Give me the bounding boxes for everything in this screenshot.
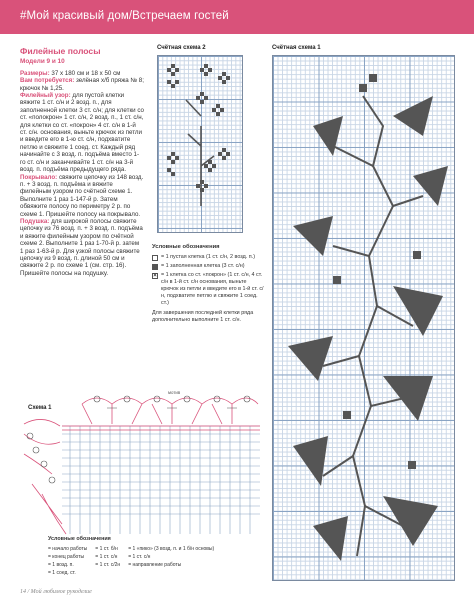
legend2-item: = 1 ст. б/н [95,546,118,552]
legend1-item-popcorn [152,272,264,307]
legend1-note: Для завершения последней клетки ряда дополнительно выполните 1 ст. с/н. [152,310,254,323]
cover-label: Покрывало: [20,173,58,181]
chart2-motif [158,56,244,234]
legend2-item: = 1 «пико» (3 возд. п. и 1 б/н основы) [128,546,215,552]
legend1-title: Условные обозначения [152,244,220,250]
scheme1-diagram [22,394,260,540]
legend2-col1 [48,545,87,577]
legend2-item: = 1 ст. с/2н [95,562,121,568]
legend2-item: = конец работы [48,554,85,560]
sizes-paragraph [20,70,144,77]
pillow-label: Подушка: [20,217,50,225]
page-footer: 14 / Мой любимое рукоделие [20,589,92,595]
legend1-item-text: = 1 пустая клетка (1 ст. с/н, 2 возд. п.) [161,254,255,260]
materials-label: Вам потребуется: [20,77,75,85]
article-title: Филейные полосы [20,46,101,56]
legend1 [152,244,264,324]
legend1-item-text: = 1 клетка со ст. «покрон» (1 ст. с/н, 4 ст. с/н в 1-й ст. с/н основания, выньте крючок из петли и введите его в 1-й ст. с/н, подхватите петлю и свяжите 1 соед. ст.) [161,272,264,306]
empty-cell-icon [152,255,158,261]
filled-cell-icon [152,264,158,270]
sizes-label: Размеры: [20,69,50,77]
legend2-col3 [128,545,214,577]
chart1-grid [272,55,455,581]
cover-paragraph [20,174,144,218]
legend2-item: = 1 ст. с/н [95,554,118,560]
legend1-item-filled [152,263,264,270]
pillow-text: для широкой полосы свяжите цепочку из 76 возд. п. + 3 возд. п. подъёма и вяжите филейным узором по счётной схеме 2. Выполните 1 раз 1-70-й р. затем 1 раз 1-63-й р. Для узкой полосы свяжите цепочку из 9 возд. п. длиной 50 см и свяжите 2 р. по схеме 1 (см. стр. 16). Пришейте полосы на подушку. [20,217,143,277]
popcorn-cell-icon: × [153,272,157,279]
scheme1-label: Схема 1 [28,405,52,411]
materials-text: зелёная х/б пряжа № 8; крючок № 1,25. [20,77,144,92]
legend2 [48,535,214,577]
legend2-item: = 1 возд. п. [48,562,74,568]
pattern-label: Филейный узор: [20,92,71,100]
legend1-item-text: = 1 заполненная клетка (3 ст. с/н) [161,263,245,269]
pillow-paragraph [20,218,144,277]
chart1-motif [273,56,456,582]
article-column [20,48,144,277]
legend2-col2 [95,545,120,577]
header-title: #Мой красивый дом/Встречаем гостей [20,10,229,22]
article-subtitle: Модели 9 и 10 [20,58,65,66]
motif-label: мотив [168,390,181,395]
legend2-item: = направление работы [128,562,182,568]
cover-text: свяжите цепочку из 148 возд. п. + 3 возд. п. подъёма и вяжите филейным узором по счётной схеме 1. Выполните 1 раз 1-147-й р. Затем обвяжите полосу по периметру 2 р. по схеме 1. Пришейте полосу на покрывало. [20,173,144,218]
chart2-label: Счётная схема 2 [157,45,206,51]
legend2-title: Условные обозначения [48,536,111,542]
pattern-text: для пустой клетки вяжите 1 ст. с/н и 2 возд. п., для заполненной клетки 3 ст. с/н; для клетки со ст. «полокрон» 1 ст. с/н, 2 возд. п., 1 ст. с/н, для клетки со ст. «покрон» 4 ст. с/н в 1-й ст. с/н. основания, выньте крючок из петли и введите его в 1-ю ст. с/н, подхватите петлю и свяжите 1 соед. ст. Каждый ряд начинайте с 3 возд. п. подъёма вместо 1-го ст. с/н и заканчивайте 1 ст. с/н на 3-й возд. п. подъёма предыдущего ряда. [20,92,144,174]
legend2-item: = 1 соед. ст. [48,570,76,576]
legend1-item-empty [152,254,264,261]
sizes-text: 37 x 180 см и 18 x 50 см [51,69,121,77]
chart2-grid [157,55,243,233]
chart1-label: Счётная схема 1 [272,45,321,51]
legend2-item: = начало работы [48,546,88,552]
pattern-paragraph [20,92,144,173]
materials-paragraph [20,77,144,92]
legend2-item: = 1 ст. с/н [128,554,151,560]
